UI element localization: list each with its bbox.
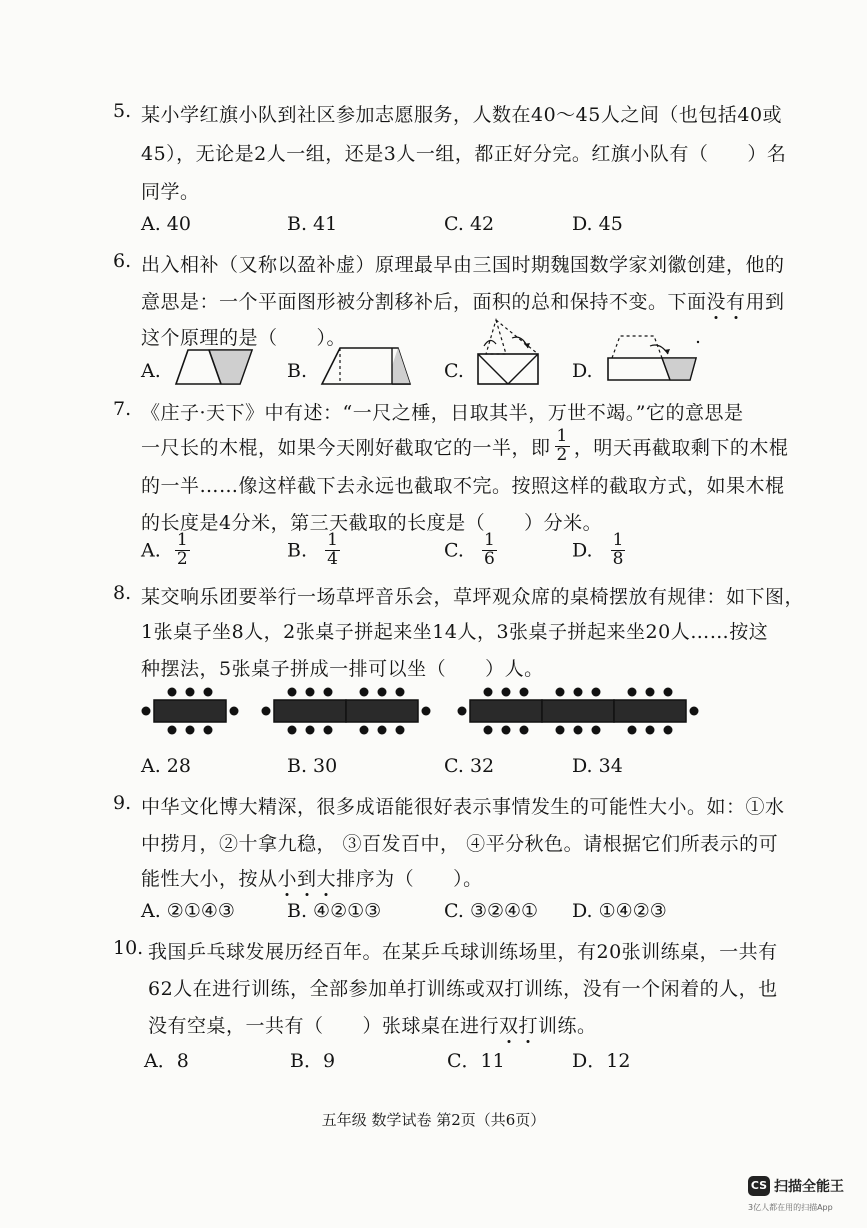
option-b: B. [287,360,308,382]
chair [592,688,601,697]
chair [378,726,387,735]
question-text: 45），无论是2人一组，还是3人一组，都正好分完。红旗小队有（ ）名 [141,143,787,165]
chair [520,726,529,735]
chair [262,707,271,716]
fraction: $\frac{1}{2}$ [556,426,568,465]
chair [484,726,493,735]
question-number: 10. [113,937,144,959]
chair [646,688,655,697]
chair [324,688,333,697]
option-a: A. [141,360,161,382]
chair [592,726,601,735]
option-d: D. 34 [572,755,623,777]
question-text: 一尺长的木棍，如果今天刚好截取它的一半，即 $\frac{1}{2}$ ，明天再截取剩下的木棍 [141,426,789,465]
option-a: A. $\frac{1}{2}$ [141,530,188,569]
chair [168,726,177,735]
chair [186,688,195,697]
emphasis-text: 没有 [706,291,746,313]
watermark-tagline: 3亿人都在用的扫描App [748,1203,833,1212]
chair [142,707,151,716]
table [614,700,686,722]
chair [306,726,315,735]
figure-c-triangle-fold [476,318,542,386]
chair [556,688,565,697]
chair [574,688,583,697]
chair [502,726,511,735]
table-arrangement-figure [140,684,700,740]
option-a: A. 28 [141,755,191,777]
figure-d-cut-shape [606,332,704,384]
question-text: 1张桌子坐8人，2张桌子拼起来坐14人，3张桌子拼起来坐20人……按这 [141,621,769,643]
question-text: 我国乒乓球发展历经百年。在某乒乓球训练场里，有20张训练桌，一共有 [148,941,778,963]
question-text: 没有空桌，一共有（ ）张球桌在进行双打训练。 [148,1015,597,1037]
chair [360,726,369,735]
question-text: 的长度是4分米，第三天截取的长度是（ ）分米。 [141,512,603,534]
chair [484,688,493,697]
scanner-watermark [748,1176,858,1220]
question-number: 8. [113,582,132,604]
option-b: B. ④②①③ [287,900,382,922]
question-text: 中捞月，②十拿九稳， ③百发百中， ④平分秋色。请根据它们所表示的可 [141,833,779,855]
chair [520,688,529,697]
question-text: 意思是：一个平面图形被分割移补后，面积的总和保持不变。下面没有用到 [141,291,785,313]
table [154,700,226,722]
question-text: 出入相补（又称以盈补虚）原理最早由三国时期魏国数学家刘徽创建，他的 [141,254,785,276]
chair [324,726,333,735]
question-text: 62人在进行训练，全部参加单打训练或双打训练，没有一个闲着的人，也 [148,978,778,1000]
chair [690,707,699,716]
table [470,700,542,722]
question-text: 这个原理的是（ ）。 [141,327,347,349]
chair [664,688,673,697]
chair [288,688,297,697]
chair [396,726,405,735]
chair [168,688,177,697]
chair [360,688,369,697]
chair [664,726,673,735]
watermark-name: 扫描全能王 [774,1179,844,1195]
chair [396,688,405,697]
chair [422,707,431,716]
chair [204,726,213,735]
chair [204,688,213,697]
option-b: B. 30 [287,755,338,777]
chair [230,707,239,716]
option-c: C. ③②④① [444,900,539,922]
page-footer: 五年级 数学试卷 第2页（共6页） [321,1111,546,1129]
table [274,700,346,722]
emphasis-text: 双打 [499,1015,539,1037]
question-text: 某交响乐团要举行一场草坪音乐会，草坪观众席的桌椅摆放有规律：如下图， [141,586,805,608]
option-a: A．8 [144,1050,189,1072]
question-text: 能性大小，按从小到大排序为（ ）。 [141,868,483,890]
question-text: 《庄子·天下》中有述：“一尺之棰，日取其半，万世不竭。”它的意思是 [141,402,744,424]
question-text: 某小学红旗小队到社区参加志愿服务，人数在40～45人之间（也包括40或 [141,104,783,126]
question-number: 9. [113,792,132,814]
option-c: C. $\frac{1}{6}$ [444,530,495,569]
option-d: D. 45 [572,213,623,235]
chair [288,726,297,735]
chair [306,688,315,697]
question-text: 种摆法，5张桌子拼成一排可以坐（ ）人。 [141,658,544,680]
option-a: A. ②①④③ [141,900,235,922]
chair [574,726,583,735]
emphasis-text: 小到大 [277,868,337,890]
figure-a-parallelogram [176,348,254,386]
chair [378,688,387,697]
question-number: 7. [113,398,132,420]
chair [186,726,195,735]
question-text: 中华文化博大精深，很多成语能很好表示事情发生的可能性大小。如：①水 [141,796,785,818]
option-d: D. [572,360,593,382]
chair [502,688,511,697]
option-d: D．12 [572,1050,631,1072]
chair [556,726,565,735]
question-number: 5. [113,100,132,122]
chair [628,688,637,697]
camscanner-logo-icon: CS [748,1176,770,1196]
option-b: B. 41 [287,213,338,235]
option-d: D. ①④②③ [572,900,667,922]
chair [628,726,637,735]
option-b: B．9 [290,1050,336,1072]
table [542,700,614,722]
option-c: C. [444,360,464,382]
option-d: D. $\frac{1}{8}$ [572,530,624,569]
option-c: C．11 [447,1050,505,1072]
option-c: C. 32 [444,755,495,777]
question-text: 的一半……像这样截下去永远也截取不完。按照这样的截取方式，如果木棍 [141,475,785,497]
option-b: B. $\frac{1}{4}$ [287,530,338,569]
chair [458,707,467,716]
question-number: 6. [113,250,132,272]
figure-b-trapezoid [322,346,412,386]
option-c: C. 42 [444,213,495,235]
option-a: A. 40 [141,213,191,235]
question-text: 同学。 [141,181,200,203]
chair [646,726,655,735]
table [346,700,418,722]
